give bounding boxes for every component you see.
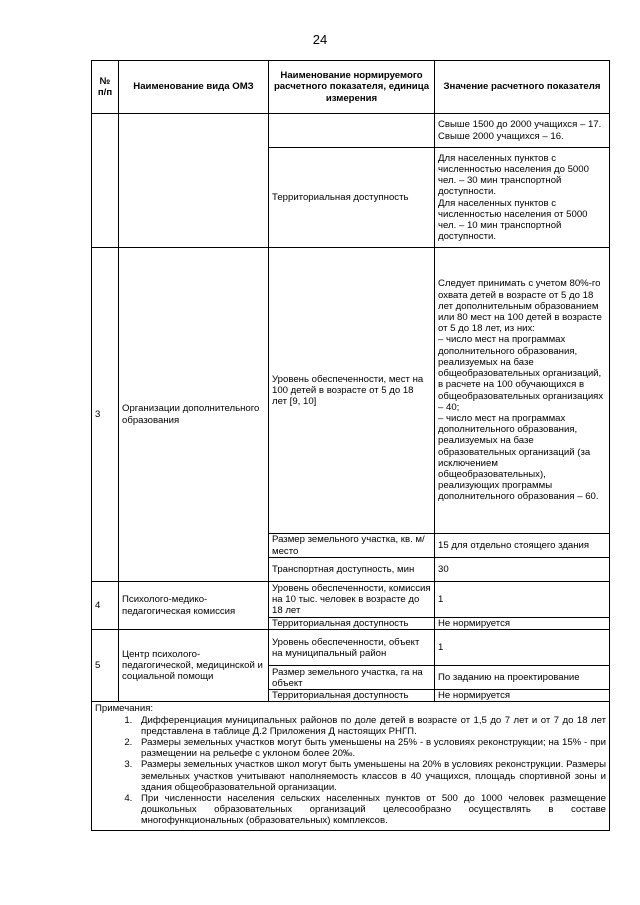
table-row xyxy=(92,248,610,534)
notes-list xyxy=(95,715,606,827)
cont-access-label: Территориальная доступность xyxy=(269,148,435,248)
table-row xyxy=(92,114,610,148)
row4-value-1: 1 xyxy=(435,582,610,618)
cont-access-value-1: Для населенных пунктов с численностью населения до 5000 чел. – 30 мин транспортной доступности. xyxy=(438,152,589,198)
notes-title: Примечания: xyxy=(95,703,154,715)
notes-row xyxy=(92,702,610,830)
cont-num-cell xyxy=(92,114,119,248)
row4-indicator-2: Территориальная доступность xyxy=(269,618,435,630)
row3-value-1-line: – число мест на программах дополнительного образования, реализуемых на базе образовательных организаций (за исключением общеобразовательных), реализующих программы дополнительного образования – 60. xyxy=(438,412,599,503)
cont-value-2: Свыше 2000 учащихся – 16. xyxy=(438,130,564,142)
row3-value-2: 15 для отдельно стоящего здания xyxy=(435,534,610,558)
note-item: 4. При численности населения сельских населенных пунктов от 500 до 1000 человек размещение дошкольных образовательных организаций целесообразно осуществлять в составе многофункциональных (образовательных) комплексов. xyxy=(135,793,606,827)
page-number: 24 xyxy=(312,32,328,47)
row5-indicator-3: Территориальная доступность xyxy=(269,690,435,702)
row5-num: 5 xyxy=(92,630,119,702)
row3-indicator-2: Размер земельного участка, кв. м/место xyxy=(269,534,435,558)
row4-indicator-1: Уровень обеспеченности, комиссия на 10 тыс. человек в возрасте до 18 лет xyxy=(269,582,435,618)
row5-value-3: Не нормируется xyxy=(435,690,610,702)
row3-value-1-line: Следует принимать с учетом 80%-го охвата детей в возрасте от 5 до 18 лет дополнительным образованием или 80 мест на 100 детей в возрасте от 5 до 18 лет, из них: xyxy=(438,278,602,335)
table-header-row xyxy=(92,61,610,114)
cont-kind-cell xyxy=(119,114,269,248)
row3-indicator-3: Транспортная доступность, мин xyxy=(269,558,435,582)
row5-value-2: По заданию на проектирование xyxy=(435,666,610,690)
cont-access-value-2: Для населенных пунктов с численностью населения от 5000 чел. – 10 мин транспортной доступности. xyxy=(438,197,588,243)
note-item: 1. Дифференциация муниципальных районов по доле детей в возрасте от 1,5 до 7 лет и от 7 до 18 лет представлена в таблице Д.2 Приложения Д настоящих РНГП. xyxy=(135,715,606,737)
row3-num: 3 xyxy=(92,248,119,582)
table-row xyxy=(92,630,610,666)
cont-access-value-cell xyxy=(435,148,610,248)
table-row xyxy=(92,582,610,618)
note-item: 3. Размеры земельных участков школ могут быть уменьшены на 20% в условиях реконструкции. Размеры земельных участков учитывают наполняемость классов в 40 учащихся, площадь спортивной зоны и здания общеобразовательной организации. xyxy=(135,759,606,793)
notes-cell xyxy=(92,702,610,830)
row3-value-1 xyxy=(435,248,610,534)
header-value: Значение расчетного показателя xyxy=(435,61,610,114)
header-num: № п/п xyxy=(92,61,119,114)
row5-value-1: 1 xyxy=(435,630,610,666)
row3-value-3: 30 xyxy=(435,558,610,582)
row5-indicator-2: Размер земельного участка, га на объект xyxy=(269,666,435,690)
cont-value-cell xyxy=(435,114,610,148)
row4-num: 4 xyxy=(92,582,119,630)
norms-table xyxy=(91,60,610,831)
header-indicator: Наименование нормируемого расчетного показателя, единица измерения xyxy=(269,61,435,114)
row4-kind: Психолого-медико-педагогическая комиссия xyxy=(119,582,269,630)
row3-value-1-line: – число мест на программах дополнительного образования, реализуемых на базе общеобразовательных организаций, в расчете на 100 обучающихся в общеобразовательных организациях – 40; xyxy=(438,334,604,413)
header-kind: Наименование вида ОМЗ xyxy=(119,61,269,114)
cont-value-1: Свыше 1500 до 2000 учащихся – 17. xyxy=(438,119,602,131)
row3-indicator-1: Уровень обеспеченности, мест на 100 детей в возрасте от 5 до 18 лет [9, 10] xyxy=(269,248,435,534)
note-item: 2. Размеры земельных участков могут быть уменьшены на 25% - в условиях реконструкции; на 15% - при размещении на рельефе с уклоном более 20‰. xyxy=(135,737,606,759)
row3-kind: Организации дополнительного образования xyxy=(119,248,269,582)
row5-indicator-1: Уровень обеспеченности, объект на муниципальный район xyxy=(269,630,435,666)
row4-value-2: Не нормируется xyxy=(435,618,610,630)
row5-kind: Центр психолого-педагогической, медицинской и социальной помощи xyxy=(119,630,269,702)
cont-indicator-cell xyxy=(269,114,435,148)
